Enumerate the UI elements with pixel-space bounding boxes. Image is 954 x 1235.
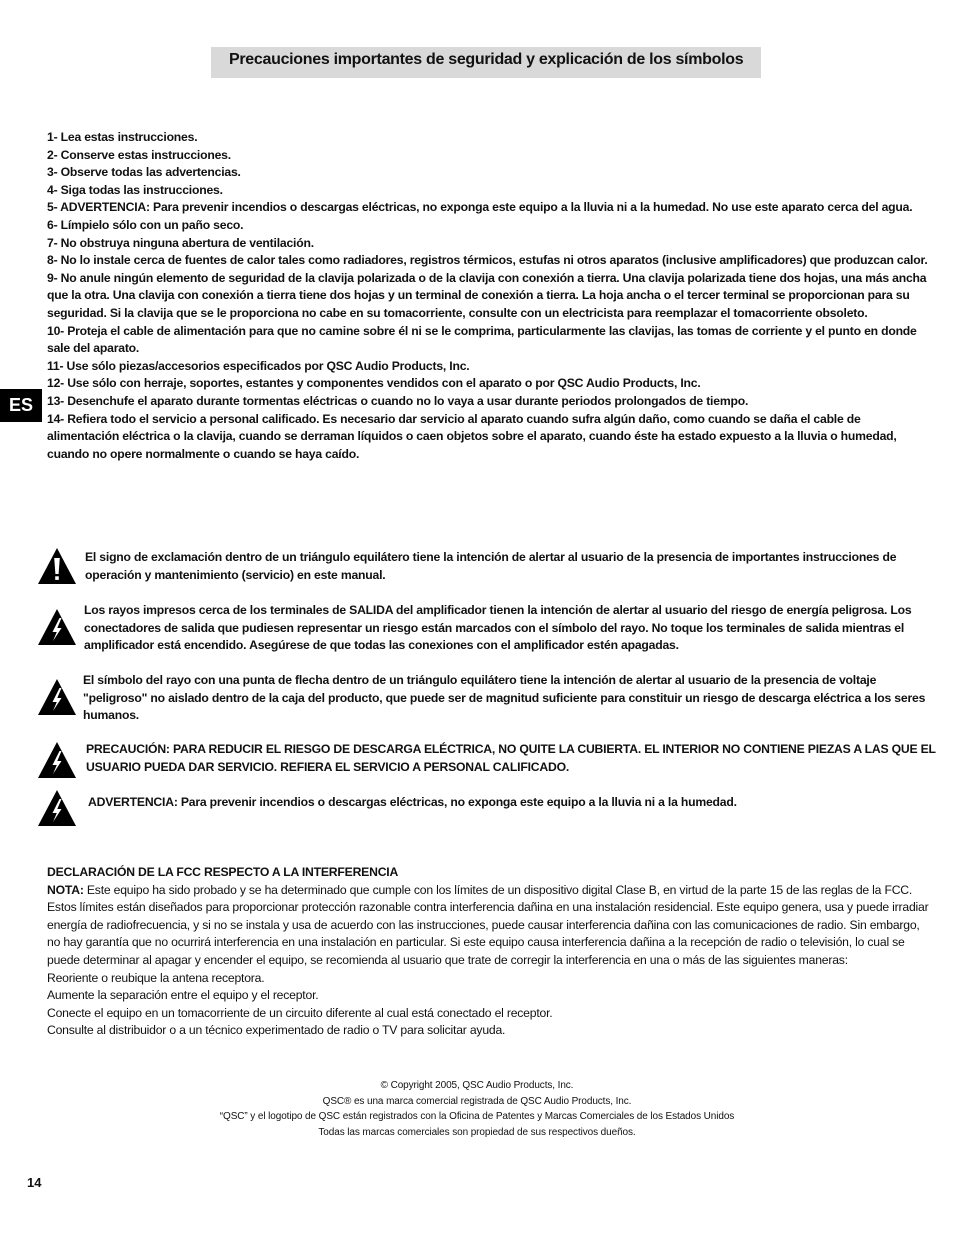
footer-line: Todas las marcas comerciales son propiedad de sus respectivos dueños. bbox=[318, 1126, 636, 1138]
page-number: 14 bbox=[27, 1175, 42, 1190]
instruction-item: 3- Observe todas las advertencias. bbox=[47, 165, 241, 180]
lightning-triangle-icon bbox=[37, 789, 77, 827]
symbol-description: El signo de exclamación dentro de un triángulo equilátero tiene la intención de alertar al usuario de la presencia de importantes instrucciones de operación y mantenimiento (servicio) en este manual. bbox=[85, 550, 897, 582]
instruction-item: 5- ADVERTENCIA: Para prevenir incendios o descargas eléctricas, no exponga este equipo a la lluvia ni a la humedad. No use este aparato cerca del agua. bbox=[47, 200, 913, 215]
footer-line: © Copyright 2005, QSC Audio Products, Inc. bbox=[380, 1080, 574, 1091]
footer-line: QSC® es una marca comercial registrada de QSC Audio Products, Inc. bbox=[322, 1095, 632, 1107]
page-title: Precauciones importantes de seguridad y explicación de los símbolos bbox=[211, 47, 761, 78]
fcc-note-text: Este equipo ha sido probado y se ha determinado que cumple con los límites de un dispositivo digital Clase B, en virtud de la parte 15 de las reglas de la FCC. Estos límites están diseñados para proporcionar protección razonable contra interferencia dañina en una instalación residencial. Este equipo genera, usa y puede irradiar energía de radiofrecuencia, y si no se instala y usa de acuerdo con las instrucciones, puede causar interferencia dañina con las comunicaciones de radio. Sin embargo, no hay garantía que no ocurrirá interferencia en una instalación en particular. Si este equipo causa interferencia dañina a la recepción de radio o televisión, lo cual se puede determinar al apagar y encender el equipo, se recomienda al usuario que trate de corregir la interferencia en una o más de las siguientes maneras: bbox=[47, 882, 929, 967]
fcc-measure: Conecte el equipo en un tomacorriente de un circuito diferente al cual está conectado el receptor. bbox=[47, 1005, 553, 1020]
fcc-heading: DECLARACIÓN DE LA FCC RESPECTO A LA INTERFERENCIA bbox=[47, 865, 399, 879]
instruction-item: 8- No lo instale cerca de fuentes de calor tales como radiadores, registros térmicos, estufas ni otros aparatos (inclusive amplificadores) que produzcan calor. bbox=[47, 253, 928, 268]
lightning-triangle-icon bbox=[37, 678, 77, 716]
instruction-item: 7- No obstruya ninguna abertura de ventilación. bbox=[47, 235, 314, 250]
instruction-item: 6- Límpielo sólo con un paño seco. bbox=[47, 217, 244, 232]
fcc-measure: Reoriente o reubique la antena receptora. bbox=[47, 970, 265, 985]
fcc-statement bbox=[47, 864, 932, 1040]
symbol-description: ADVERTENCIA: Para prevenir incendios o descargas eléctricas, no exponga este equipo a la lluvia ni a la humedad. bbox=[88, 795, 737, 809]
fcc-note-label: NOTA: bbox=[47, 882, 84, 897]
symbol-description: Los rayos impresos cerca de los terminales de SALIDA del amplificador tienen la intención de alertar al usuario del riesgo de energía peligrosa. Los conectadores de salida que pudiesen representar un riesgo están marcados con el símbolo del rayo. No toque los terminales de salida mientras el amplificador está encendido. Asegúrese de que todas las conexiones con el amplificador estén apagadas. bbox=[84, 603, 912, 653]
lightning-triangle-icon bbox=[37, 608, 77, 646]
instruction-item: 10- Proteja el cable de alimentación para que no camine sobre él ni se le comprima, particularmente las clavijas, las tomas de corriente y el punto en donde sale del aparato. bbox=[47, 323, 917, 356]
instruction-item: 9- No anule ningún elemento de seguridad de la clavija polarizada o de la clavija con conexión a tierra. Una clavija polarizada tiene dos hojas, una más ancha que la otra. Una clavija con conexión a tierra tiene dos hojas y un terminal de conexión a tierra. La hoja ancha o el tercer terminal se proporcionan para su seguridad. Si la clavija que se le proporciona no cabe en su tomacorriente, consulte con un electricista para reemplazar el tomacorriente obsoleto. bbox=[47, 270, 927, 320]
symbol-description: PRECAUCIÓN: PARA REDUCIR EL RIESGO DE DESCARGA ELÉCTRICA, NO QUITE LA CUBIERTA. EL INTERIOR NO CONTIENE PIEZAS A LAS QUE EL USUARIO PUEDA DAR SERVICIO. REFIERA EL SERVICIO A PERSONAL CALIFICADO. bbox=[86, 742, 936, 774]
safety-instructions-list bbox=[47, 129, 932, 463]
instruction-item: 1- Lea estas instrucciones. bbox=[47, 130, 198, 144]
instruction-item: 4- Siga todas las instrucciones. bbox=[47, 182, 223, 197]
instruction-item: 14- Refiera todo el servicio a personal calificado. Es necesario dar servicio al aparato cuando sufra algún daño, como cuando se daña el cable de alimentación eléctrica o la clavija, cuando se derraman líquidos o caen objetos sobre el aparato, cuando éste ha estado expuesto a la lluvia o humedad, cuando no opere normalmente o cuando se haya caído. bbox=[47, 411, 897, 461]
instruction-item: 11- Use sólo piezas/accesorios especificados por QSC Audio Products, Inc. bbox=[47, 358, 470, 373]
lightning-triangle-icon bbox=[37, 741, 77, 779]
symbol-description: El símbolo del rayo con una punta de flecha dentro de un triángulo equilátero tiene la intención de alertar al usuario de la presencia de voltaje "peligroso" no aislado dentro de la caja del producto, que puede ser de magnitud suficiente para constituir un riesgo de descarga eléctrica a los seres humanos. bbox=[83, 673, 926, 723]
fcc-measure: Consulte al distribuidor o a un técnico experimentado de radio o TV para solicitar ayuda. bbox=[47, 1023, 506, 1038]
instruction-item: 13- Desenchufe el aparato durante tormentas eléctricas o cuando no lo vaya a usar durante periodos prolongados de tiempo. bbox=[47, 393, 749, 408]
fcc-note bbox=[47, 882, 932, 970]
instruction-item: 12- Use sólo con herraje, soportes, estantes y componentes vendidos con el aparato o por QSC Audio Products, Inc. bbox=[47, 376, 701, 391]
instruction-item: 2- Conserve estas instrucciones. bbox=[47, 147, 231, 162]
copyright-footer bbox=[0, 1078, 954, 1140]
exclamation-triangle-icon bbox=[37, 547, 77, 585]
footer-line: “QSC” y el logotipo de QSC están registrados con la Oficina de Patentes y Marcas Comerciales de los Estados Unidos bbox=[219, 1111, 735, 1123]
language-tab: ES bbox=[0, 389, 42, 422]
fcc-measure: Aumente la separación entre el equipo y el receptor. bbox=[47, 988, 319, 1003]
